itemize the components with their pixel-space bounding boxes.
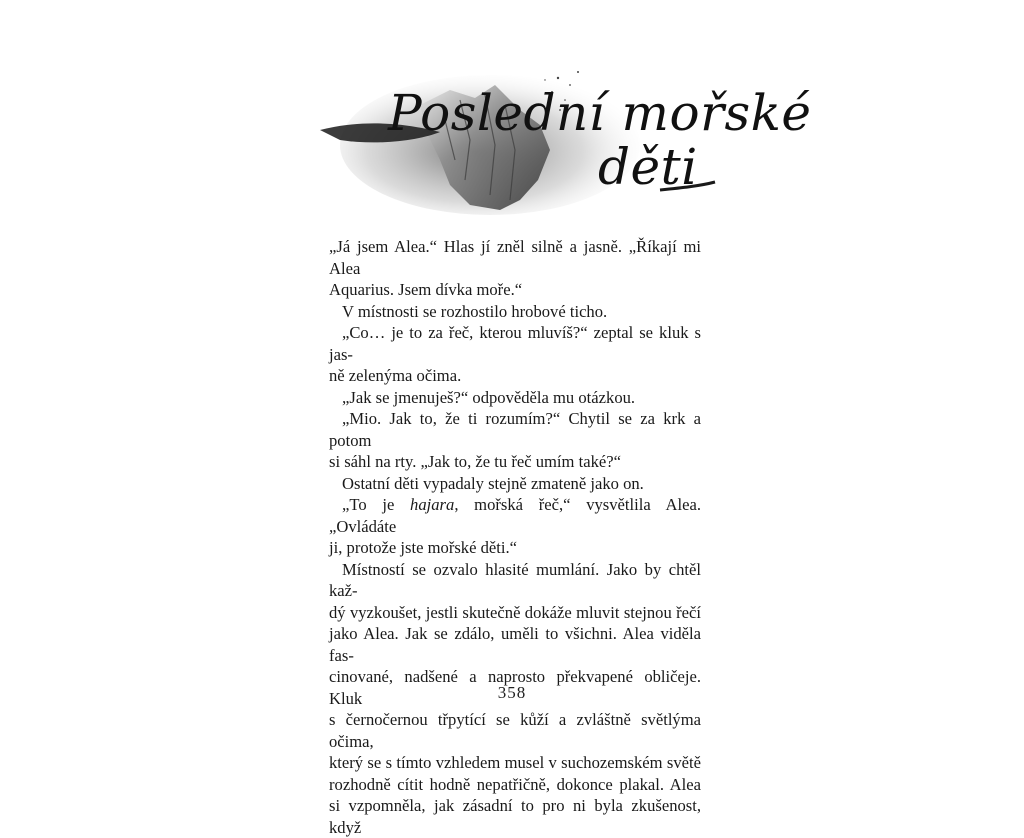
text-line: Ostatní děti vypadaly stejně zmateně jako on. — [329, 473, 701, 495]
text-line: cinované, nadšené a naprosto překvapené obličeje. Kluk — [329, 666, 701, 709]
paragraph — [329, 236, 701, 301]
chapter-title-line2: děti — [598, 142, 812, 192]
text-line: ji, protože jste mořské děti.“ — [329, 537, 701, 559]
text-line: „Jak se jmenuješ?“ odpověděla mu otázkou. — [329, 387, 701, 409]
text-line: který se s tímto vzhledem musel v suchozemském světě — [329, 752, 701, 774]
text-line: s černočernou třpytící se kůží a zvláštně světlýma očima, — [329, 709, 701, 752]
text-line: „Já jsem Alea.“ Hlas jí zněl silně a jasně. „Říkají mi Alea — [329, 236, 701, 279]
paragraph — [329, 408, 701, 473]
text-line: „Mio. Jak to, že ti rozumím?“ Chytil se za krk a potom — [329, 408, 701, 451]
text-line: dý vyzkoušet, jestli skutečně dokáže mluvit stejnou řečí — [329, 602, 701, 624]
paragraph — [329, 494, 701, 559]
page-number: 358 — [0, 683, 1024, 703]
text-line: ně zelenýma očima. — [329, 365, 701, 387]
text-line: Aquarius. Jsem dívka moře.“ — [329, 279, 701, 301]
text-line: rozhodně cítit hodně nepatřičně, dokonce plakal. Alea — [329, 774, 701, 796]
chapter-title-line1: Poslední mořské — [388, 84, 812, 142]
body-text — [329, 236, 701, 838]
text-line: jako Alea. Jak se zdálo, uměli to všichni. Alea viděla fas- — [329, 623, 701, 666]
text-line: „To je hajara, mořská řeč,“ vysvětlila Alea. „Ovládáte — [329, 494, 701, 537]
paragraph — [329, 322, 701, 387]
text-line: si vzpomněla, jak zásadní to pro ni byla zkušenost, když — [329, 795, 701, 838]
paragraph — [329, 473, 701, 495]
chapter-title — [388, 88, 812, 192]
paragraph — [329, 301, 701, 323]
text-line: Místností se ozvalo hlasité mumlání. Jako by chtěl kaž- — [329, 559, 701, 602]
text-line: V místnosti se rozhostilo hrobové ticho. — [329, 301, 701, 323]
text-line: si sáhl na rty. „Jak to, že tu řeč umím také?“ — [329, 451, 701, 473]
text-line: „Co… je to za řeč, kterou mluvíš?“ zeptal se kluk s jas- — [329, 322, 701, 365]
paragraph — [329, 387, 701, 409]
